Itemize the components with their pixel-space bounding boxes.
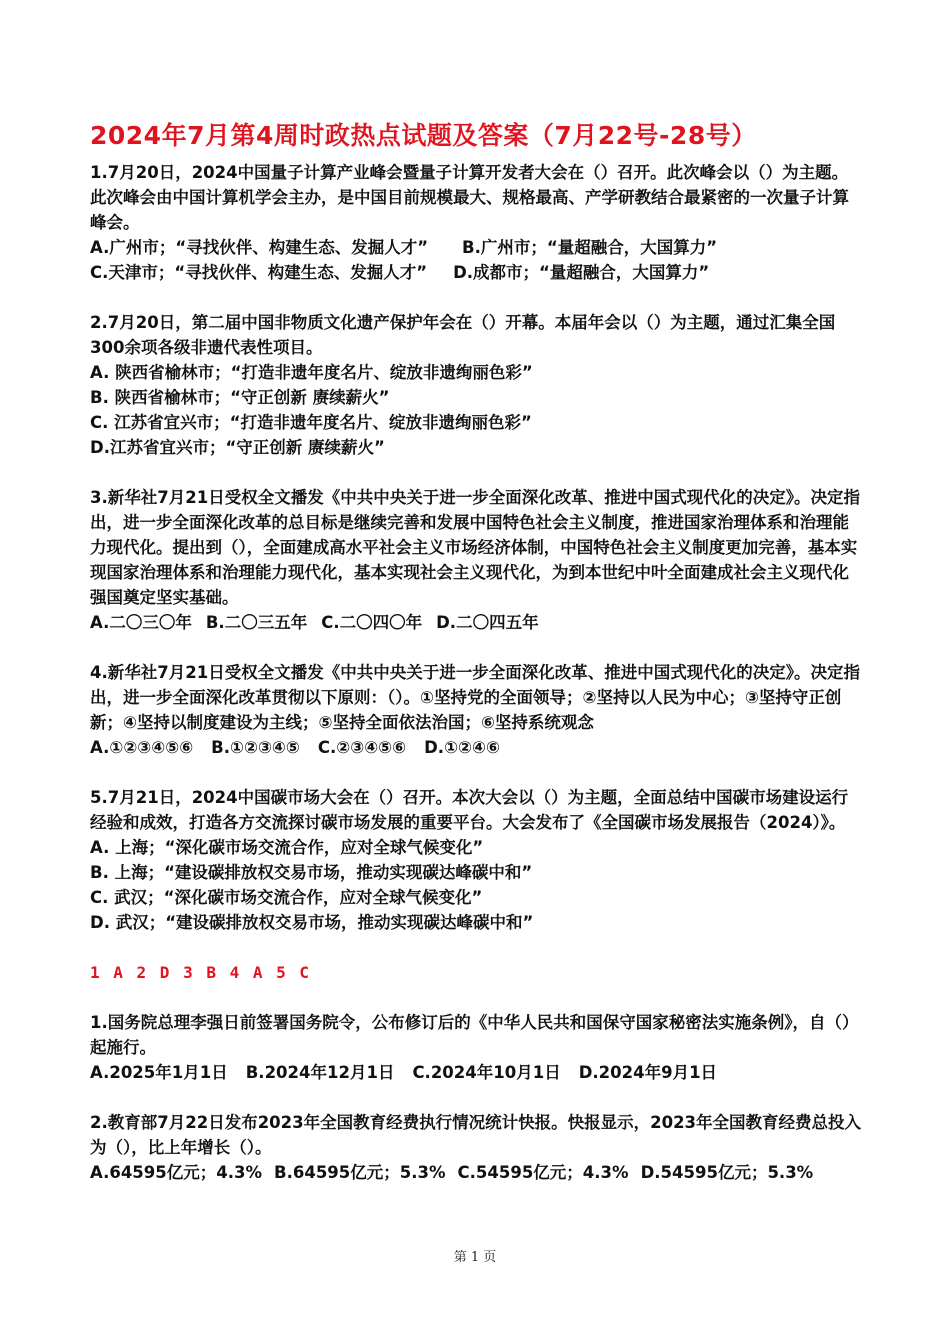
- option-row: [90, 610, 862, 635]
- option-b: B.二〇三五年: [205, 613, 308, 632]
- option-row: [90, 260, 862, 285]
- option-b: B. 陕西省榆林市；“守正创新 赓续薪火”: [90, 388, 390, 407]
- option-c: C.2024年10月1日: [412, 1063, 561, 1082]
- question-options: [90, 735, 862, 760]
- option-c: C.天津市；“寻找伙伴、构建生态、发掘人才”: [90, 263, 428, 282]
- question-set-1: [90, 160, 862, 935]
- answer-key: 1 A 2 D 3 B 4 A 5 C: [90, 963, 312, 982]
- question-options: [90, 1060, 862, 1085]
- option-d: D.成都市；“量超融合，大国算力”: [453, 263, 710, 282]
- question-stem: 1.7月20日，2024中国量子计算产业峰会暨量子计算开发者大会在（）召开。此次峰会以（）为主题。此次峰会由中国计算机学会主办，是中国目前规模最大、规格最高、产学研教结合最紧密的一次量子计算峰会。: [90, 163, 849, 232]
- option-c: C.54595亿元；4.3%: [457, 1163, 629, 1182]
- option-c: C.二〇四〇年: [321, 613, 423, 632]
- option-d: D.二〇四五年: [436, 613, 539, 632]
- page-title: 2024年7月第4周时政热点试题及答案（7月22号-28号）: [90, 121, 757, 150]
- question-stem: 3.新华社7月21日受权全文播发《中共中央关于进一步全面深化改革、推进中国式现代化的决定》。决定指出，进一步全面深化改革的总目标是继续完善和发展中国特色社会主义制度，推进国家治理体系和治理能力现代化。提出到（），全面建成高水平社会主义市场经济体制，中国特色社会主义制度更加完善，基本实现国家治理体系和治理能力现代化，基本实现社会主义现代化，为到本世纪中叶全面建成社会主义现代化强国奠定坚实基础。: [90, 488, 860, 607]
- option-a: A.64595亿元；4.3%: [90, 1163, 263, 1182]
- question-options: [90, 610, 862, 635]
- option-row: [90, 235, 862, 260]
- question-3: [90, 485, 862, 635]
- option-a: A.广州市；“寻找伙伴、构建生态、发掘人才”: [90, 238, 429, 257]
- option-d: D.2024年9月1日: [578, 1063, 718, 1082]
- question-set-2: [90, 1010, 862, 1185]
- option-a: A. 上海；“深化碳市场交流合作，应对全球气候变化”: [90, 838, 484, 857]
- question-options: [90, 360, 862, 460]
- question-stem: 1.国务院总理李强日前签署国务院令，公布修订后的《中华人民共和国保守国家秘密法实施条例》，自（）起施行。: [90, 1013, 859, 1057]
- option-b: B.64595亿元；5.3%: [274, 1163, 446, 1182]
- question-options: [90, 1160, 862, 1185]
- question-4: [90, 660, 862, 760]
- option-row: [90, 735, 862, 760]
- question-5: [90, 785, 862, 935]
- option-a: A.①②③④⑤⑥: [90, 738, 194, 757]
- question-2: [90, 1110, 862, 1185]
- question-2: [90, 310, 862, 460]
- option-b: B. 上海；“建设碳排放权交易市场，推动实现碳达峰碳中和”: [90, 863, 533, 882]
- option-c: C. 江苏省宜兴市；“打造非遗年度名片、绽放非遗绚丽色彩”: [90, 413, 532, 432]
- question-stem: 2.教育部7月22日发布2023年全国教育经费执行情况统计快报。快报显示，2023年全国教育经费总投入为（），比上年增长（）。: [90, 1113, 862, 1157]
- option-a: A.2025年1月1日: [90, 1063, 228, 1082]
- option-row: [90, 1160, 862, 1185]
- option-d: D. 武汉；“建设碳排放权交易市场，推动实现碳达峰碳中和”: [90, 913, 534, 932]
- option-b: B.2024年12月1日: [245, 1063, 395, 1082]
- question-stem: 2.7月20日，第二届中国非物质文化遗产保护年会在（）开幕。本届年会以（）为主题，通过汇集全国300余项各级非遗代表性项目。: [90, 313, 836, 357]
- option-a: A.二〇三〇年: [90, 613, 192, 632]
- question-options: [90, 235, 862, 285]
- option-row: [90, 1060, 862, 1085]
- option-c: C. 武汉；“深化碳市场交流合作，应对全球气候变化”: [90, 888, 483, 907]
- page-number-footer: 第 1 页: [453, 1250, 497, 1265]
- option-b: B.①②③④⑤: [211, 738, 300, 757]
- option-b: B.广州市；“量超融合，大国算力”: [462, 238, 718, 257]
- option-d: D.①②④⑥: [424, 738, 500, 757]
- document-body: [90, 160, 862, 1185]
- option-d: D.江苏省宜兴市；“守正创新 赓续薪火”: [90, 438, 385, 457]
- question-options: [90, 835, 862, 935]
- option-c: C.②③④⑤⑥: [317, 738, 407, 757]
- question-stem: 5.7月21日，2024中国碳市场大会在（）召开。本次大会以（）为主题，全面总结中国碳市场建设运行经验和成效，打造各方交流探讨碳市场发展的重要平台。大会发布了《全国碳市场发展报告（2024）》。: [90, 788, 849, 832]
- option-a: A. 陕西省榆林市；“打造非遗年度名片、绽放非遗绚丽色彩”: [90, 363, 533, 382]
- question-stem: 4.新华社7月21日受权全文播发《中共中央关于进一步全面深化改革、推进中国式现代化的决定》。决定指出，进一步全面深化改革贯彻以下原则：（）。①坚持党的全面领导；②坚持以人民为中心；③坚持守正创新；④坚持以制度建设为主线；⑤坚持全面依法治国；⑥坚持系统观念: [90, 663, 860, 732]
- question-1: [90, 160, 862, 285]
- question-1: [90, 1010, 862, 1085]
- option-d: D.54595亿元；5.3%: [640, 1163, 814, 1182]
